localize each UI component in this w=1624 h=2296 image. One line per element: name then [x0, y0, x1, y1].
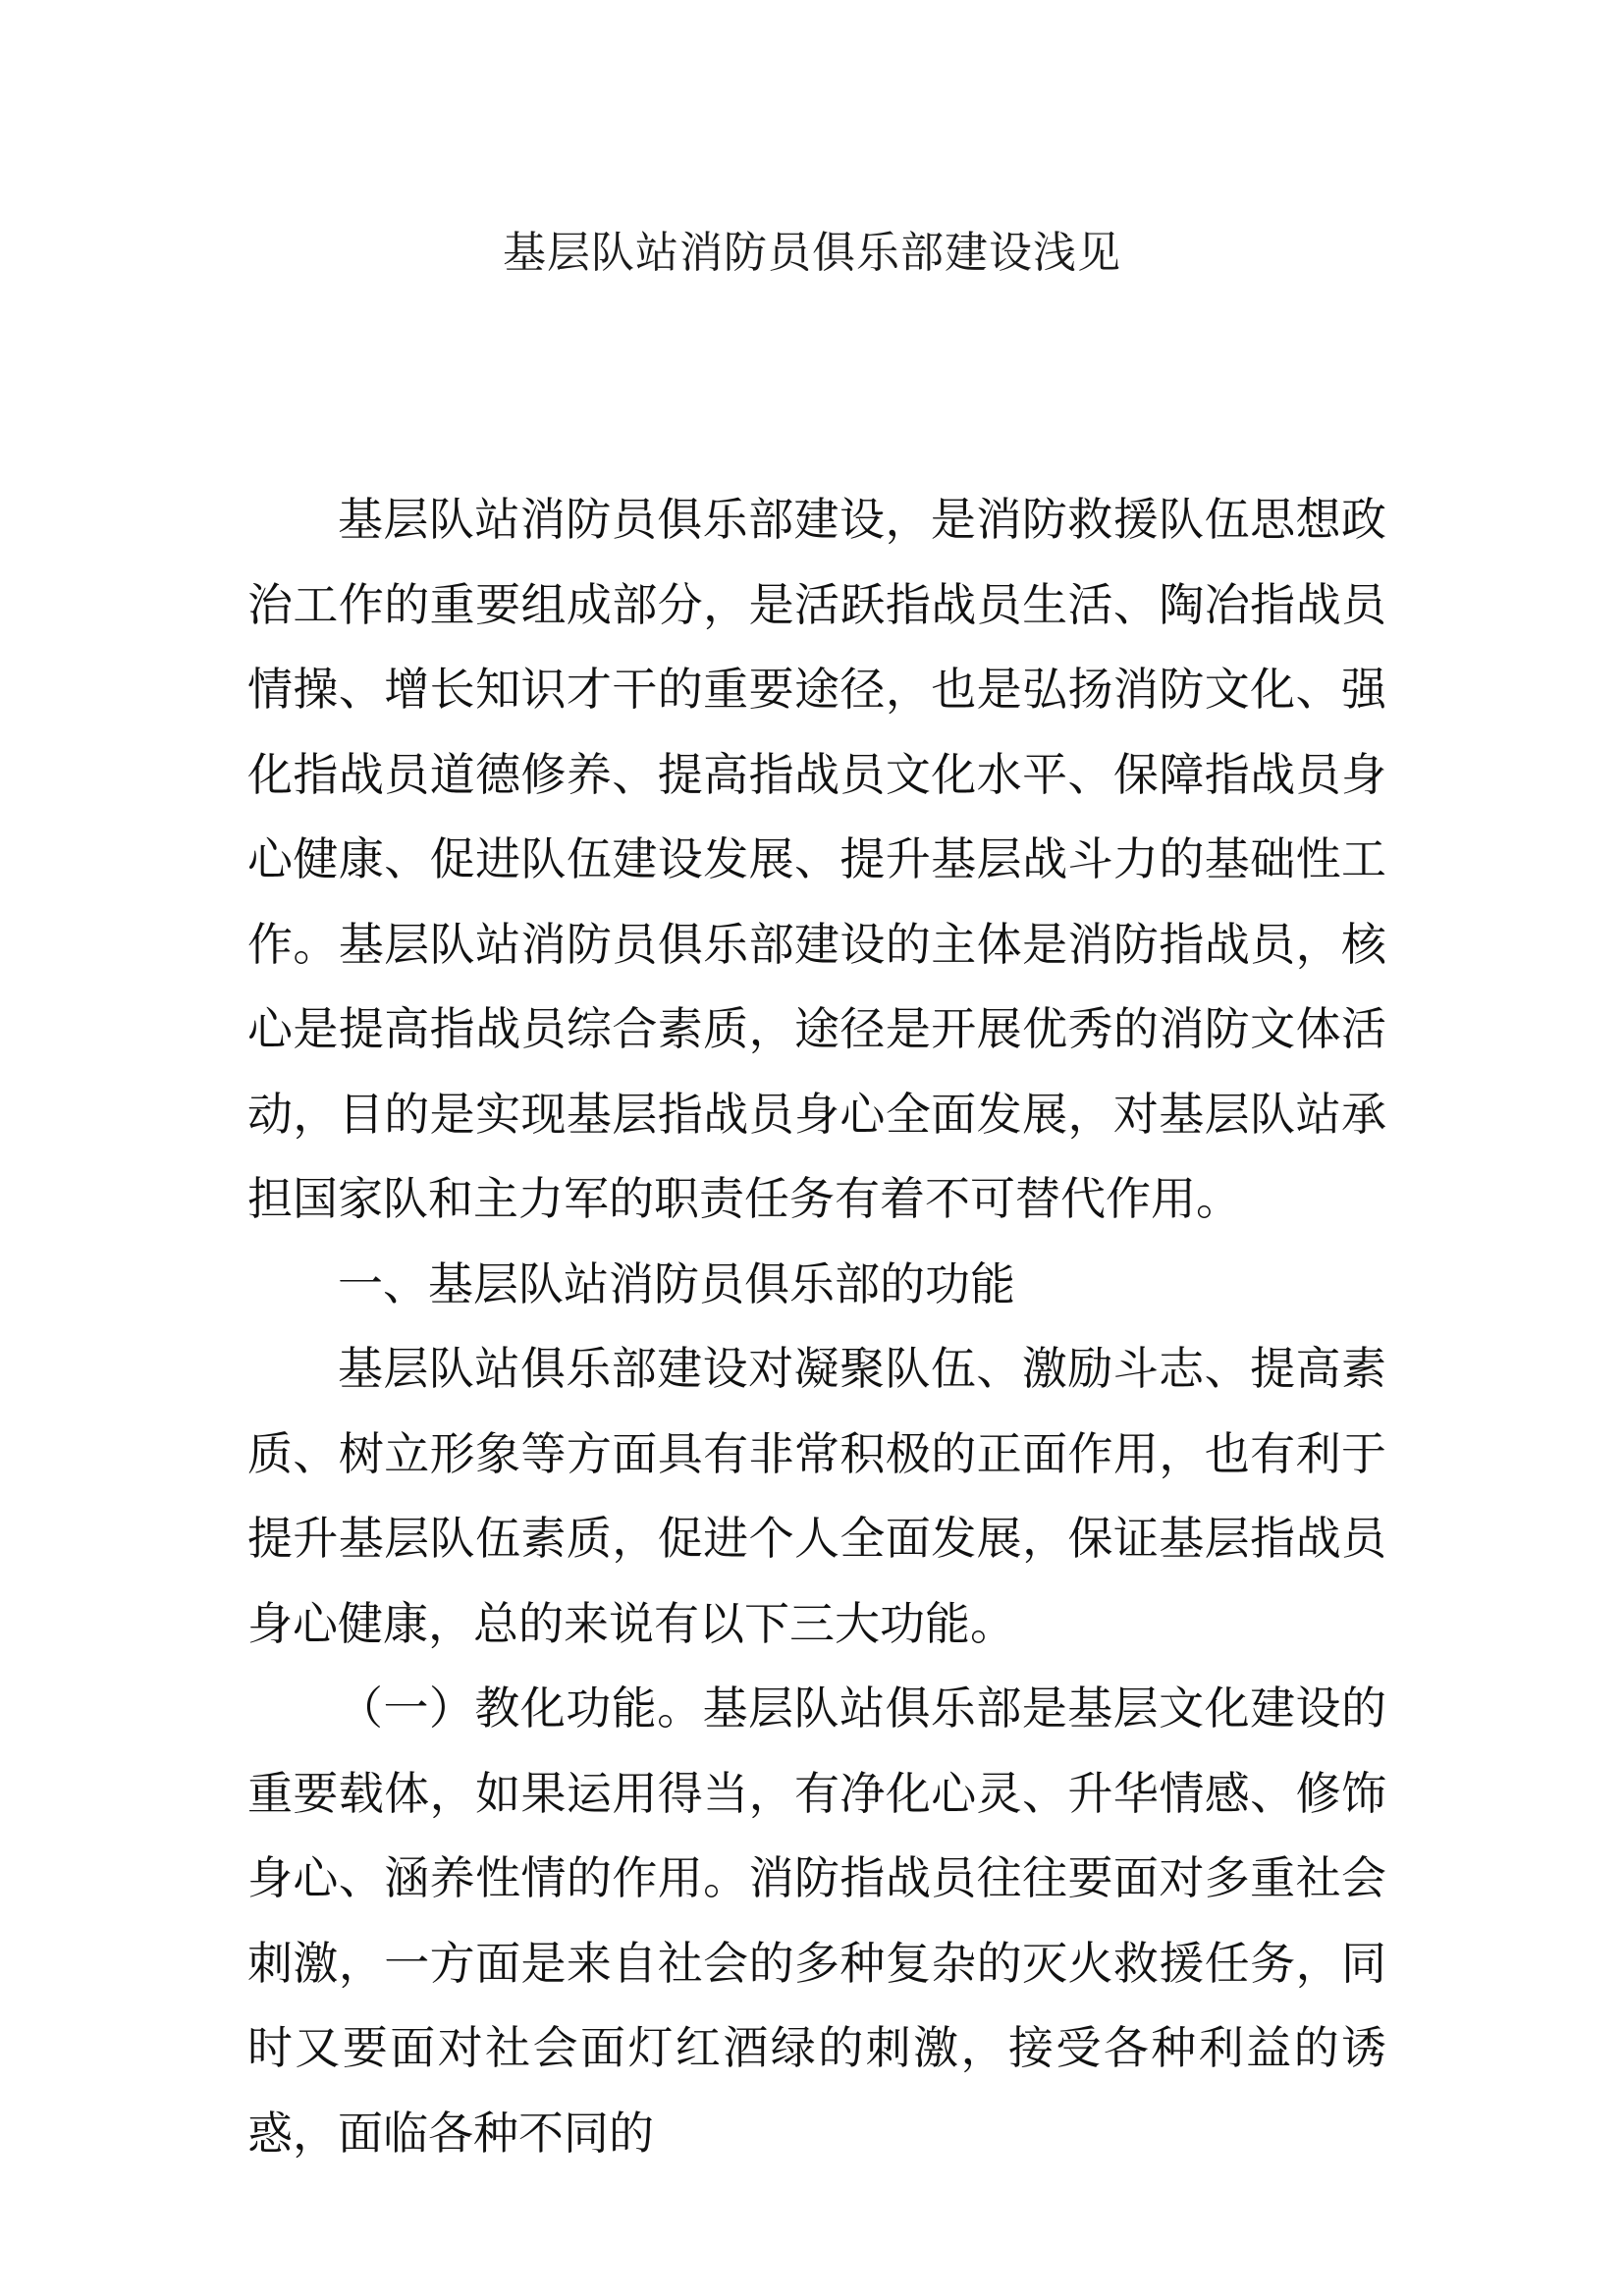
- paragraph-functions-overview: 基层队站俱乐部建设对凝聚队伍、激励斗志、提高素质、树立形象等方面具有非常积极的正面作用，也有利于提升基层队伍素质，促进个人全面发展，保证基层指战员身心健康，总的来说有以下三大功能。: [247, 1342, 1386, 1650]
- document-body: [247, 477, 1386, 2175]
- paragraph-intro: 基层队站消防员俱乐部建设，是消防救援队伍思想政治工作的重要组成部分，是活跃指战员生活、陶冶指战员情操、增长知识才干的重要途径，也是弘扬消防文化、强化指战员道德修养、提高指战员文化水平、保障指战员身心健康、促进队伍建设发展、提升基层战斗力的基础性工作。基层队站消防员俱乐部建设的主体是消防指战员，核心是提高指战员综合素质，途径是开展优秀的消防文体活动，目的是实现基层指战员身心全面发展，对基层队站承担国家队和主力军的职责任务有着不可替代作用。: [247, 493, 1386, 1225]
- document-title: 基层队站消防员俱乐部建设浅见: [503, 228, 1121, 278]
- section-heading-functions: 一、基层队站消防员俱乐部的功能: [338, 1256, 1015, 1310]
- paragraph-educational-function: （一）教化功能。基层队站俱乐部是基层文化建设的重要载体，如果运用得当，有净化心灵、升华情感、修饰身心、涵养性情的作用。消防指战员往往要面对多重社会刺激，一方面是来自社会的多种复杂的灭火救援任务，同时又要面对社会面灯红酒绿的刺激，接受各种利益的诱惑，面临各种不同的: [247, 1682, 1386, 2160]
